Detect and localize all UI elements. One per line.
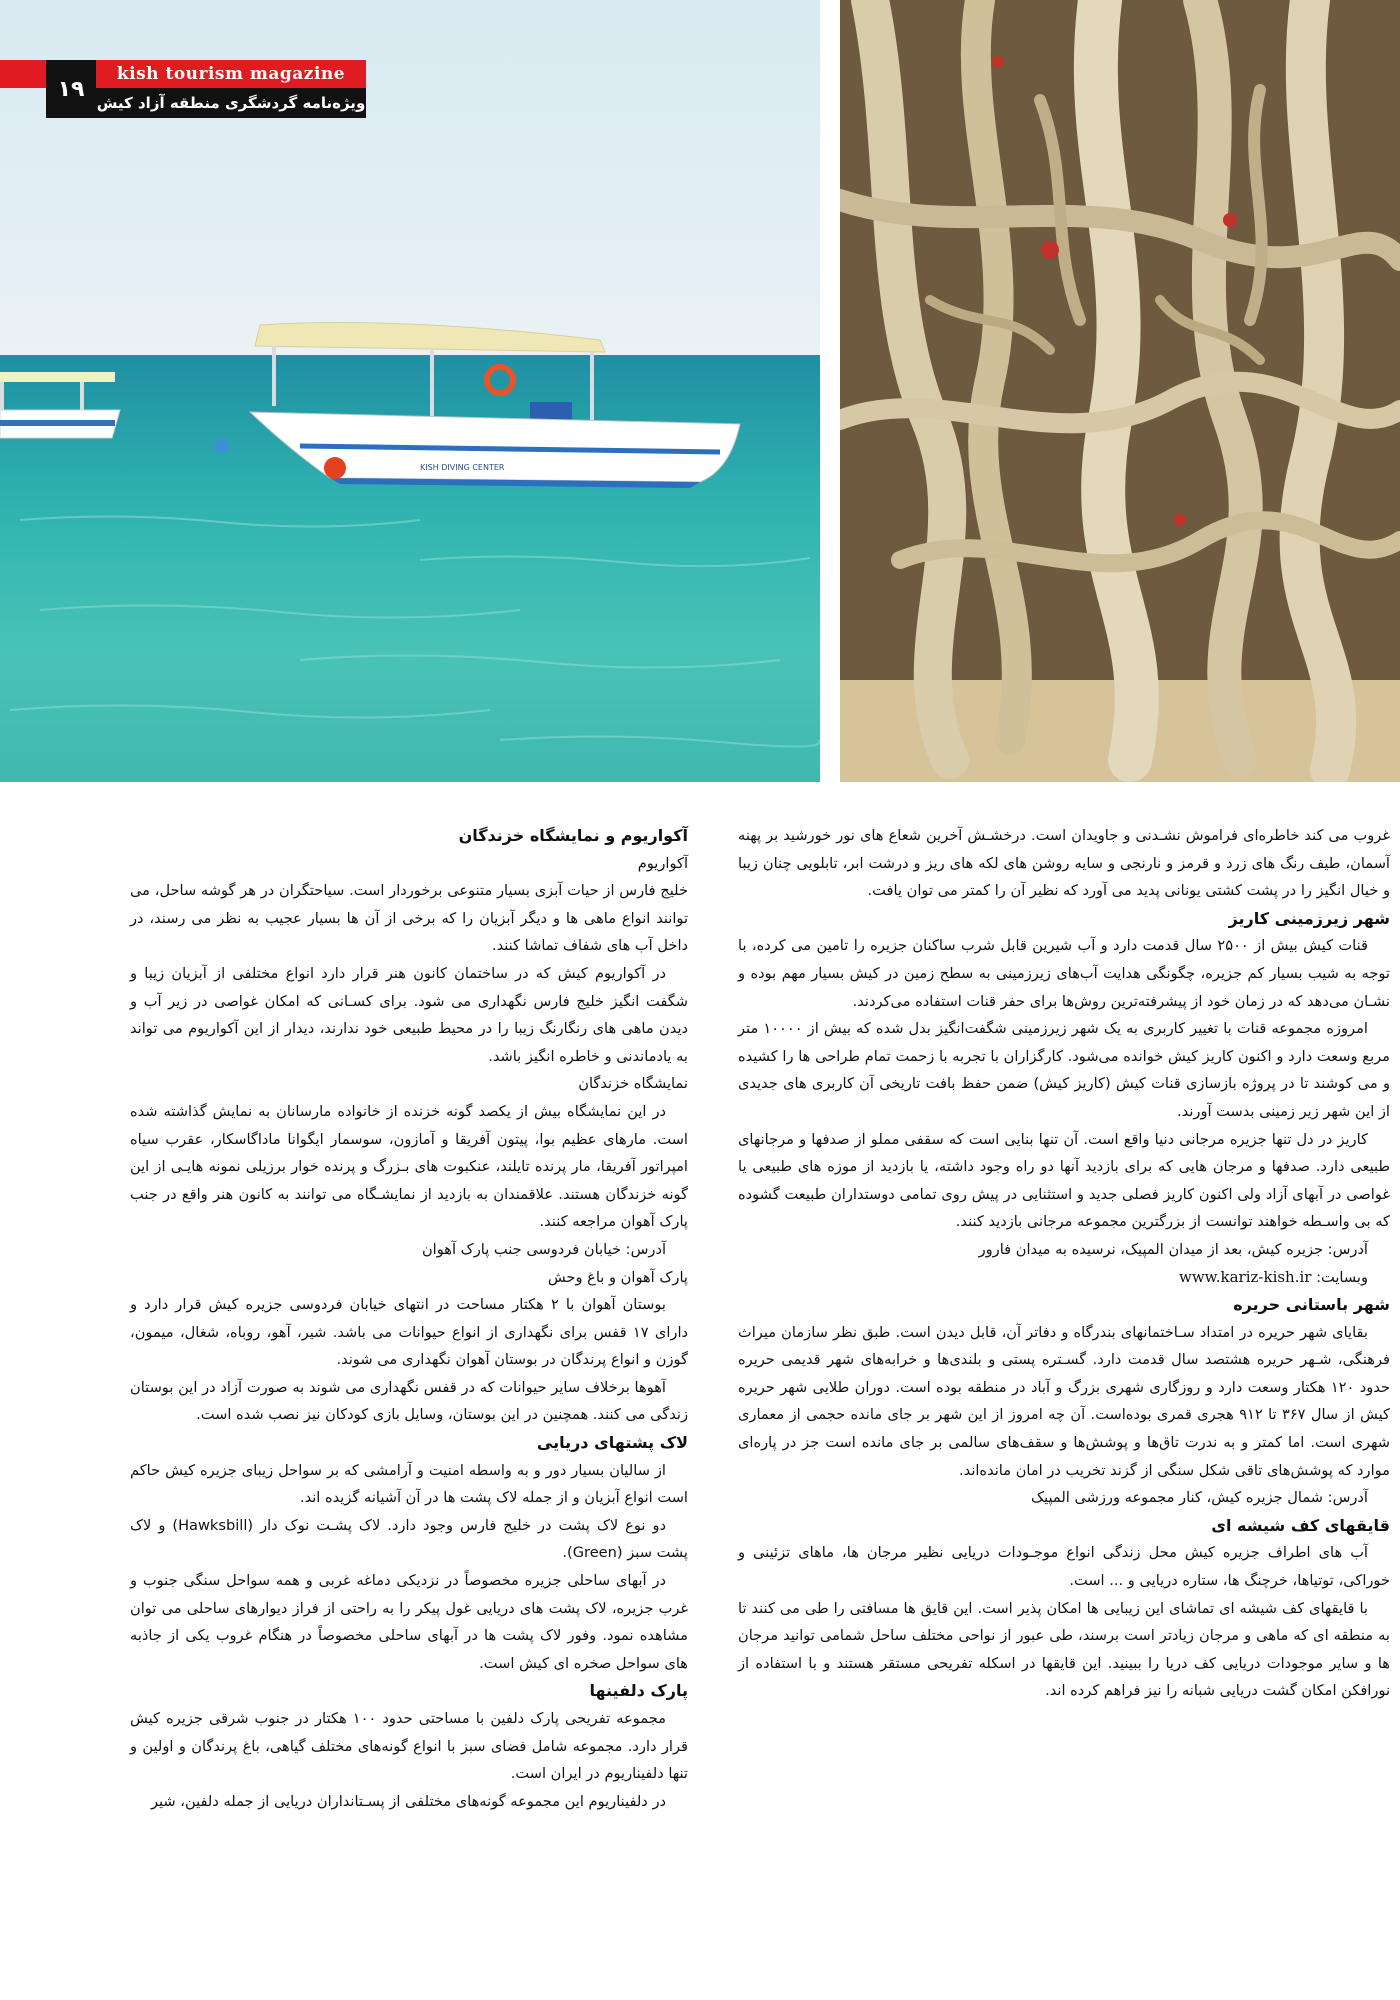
left-column-paragraph: در دلفیناریوم این مجموعه گونه‌های مختلفی از پسـتانداران دریایی از جمله دلفین، شیر bbox=[150, 1792, 666, 1810]
article-column-left bbox=[130, 822, 688, 1815]
boat-hull-text: KISH DIVING CENTER bbox=[420, 463, 505, 472]
magazine-english-title: kish tourism magazine bbox=[96, 60, 366, 88]
left-column-heading: آکواریوم و نمایشگاه خزندگان bbox=[458, 826, 688, 845]
left-column-paragraph: بوستان آهوان با ۲ هکتار مساحت در انتهای خیابان فردوسی جزیره کیش قرار دارد و دارای ۱۷ قفس برای نگهداری از انواع حیوانات می باشد. شیر، آهو، روباه، شغال، میمون، گوزن و انواع پرندگان در بوستان آهوان نگهداری می شوند. bbox=[130, 1296, 689, 1369]
page-number: ۱۹ bbox=[46, 60, 96, 118]
left-column-address: آدرس: خیابان فردوسی جنب پارک آهوان bbox=[421, 1240, 666, 1258]
left-column-paragraph: آهوها برخلاف سایر حیوانات که در قفس نگهداری می شوند به صورت آزاد در این بوستان زندگی می کنند. همچنین در این بوستان، وسایل بازی کودکان نیز نصب شده است. bbox=[130, 1378, 688, 1424]
left-column-subheading: پارک آهوان و باغ وحش bbox=[547, 1268, 688, 1286]
right-column-heading: قایقهای کف شیشه ای bbox=[1211, 1515, 1390, 1535]
right-column-paragraph: بقایای شهر حریره در امتداد سـاختمانهای بندرگاه و دفاتر آن، قابل دیدن است. طبق نظر سازمان میراث فرهنگی، شـهر حریره هشتصد سال قدمت دارد. گسـتره پستی و بلندی‌ها و خرابه‌های شهر قدیمی حریره حدود ۱۲۰ هکتار وسعت دارد و روزگاری شهری بزرگ و آباد در منطقه بوده است. دوران طلایی شهر حریره کیش از سال ۳۶۷ تا ۹۱۲ هجری قمری بوده‌است. آن چه امروز از این شهر بر جای مانده حجمی از معماری شهری است. اما کمتر و به ندرت تاق‌ها و پوشش‌ها و سقف‌های سالمی بر جای مانده است جز در پاره‌ای موارد که پوشش‌های تاقی شکل سنگی از گزند تخریب در امان مانده‌اند. bbox=[738, 1323, 1390, 1479]
right-column-paragraph: امروزه مجموعه قنات با تغییر کاربری به یک شهر زیرزمینی شگفت‌انگیز بدل شده که بیش از ۱۰۰۰۰ متر مربع وسعت دارد و اکنون کاریز کیش خوانده می‌شود. کارگزاران با تجربه با زحمت تمام طراحی ها را کشیده و می کوشند تا در پروژه بازسازی قنات کیش (کاریز کیش) ضمن حفظ بافت تاریخی آن کاربری های جدیدی از این شهر زیر زمینی بدست آورند. bbox=[738, 1020, 1390, 1120]
magazine-masthead bbox=[0, 60, 366, 118]
left-column-paragraph: در آکواریوم کیش که در ساختمان کانون هنر قرار دارد انواع مختلفی از آبزیان زیبا و شگفت انگیز خلیج فارس نگهداری می شود. برای کسـانی که امکان غواصی در زیر آب و دیدن ماهی های رنگارنگ زیبا را در محیط طبیعی خود ندارند، دیدار از این آکواریوم می تواند به یادماندنی و خاطره انگیز باشد. bbox=[130, 964, 688, 1065]
left-column-subheading: آکواریوم bbox=[637, 854, 688, 872]
website-label: وبسایت: bbox=[1316, 1268, 1368, 1286]
right-column-website-line bbox=[738, 1264, 1390, 1292]
left-column-paragraph: مجموعه تفریحی پارک دلفین با مساحتی حدود ۱۰۰ هکتار در جنوب شرقی جزیره کیش قرار دارد. مجموعه شامل فضای سبز با انواع گونه‌های مختلف گیاهی، باغ پرندگان و اولین و تنها دلفیناریوم در ایران است. bbox=[130, 1710, 688, 1783]
article-column-right bbox=[738, 822, 1390, 1705]
right-column-heading: شهر باستانی حریره bbox=[1233, 1295, 1390, 1315]
right-column-paragraph: قنات کیش بیش از ۲۵۰۰ سال قدمت دارد و آب شیرین قابل شرب ساکنان جزیره را تامین می کرده، با توجه به شیب بسیار کم جزیره، چگونگی هدایت آب‌های زیرزمینی به سطح زمین در کیش بسیار مهم بوده و نشـان می‌دهد که در زمان خود از پیشرفته‌ترین روش‌ها برای حفر قنات استفاده می‌کردند. bbox=[738, 937, 1390, 1010]
right-column-paragraph: کاریز در دل تنها جزیره مرجانی دنیا واقع است. آن تنها بنایی است که سقفی مملو از صدفها و مرجانهای طبیعی دارد. صدفها و مرجان هایی که برای بازدید آنها دو راه وجود داشته، یا بازدید از موزه های طبیعی یا غواصی در آبهای آزاد ولی اکنون کاریز فصلی جدید و استثنایی در پیش روی تمامی دوستداران طبیعت گشوده که بی واسـطه خواهند توانست از بزرگترین مجموعه مرجانی بازدید کنند. bbox=[738, 1130, 1390, 1231]
left-column-paragraph: در این نمایشگاه بیش از یکصد گونه خزنده از خانواده مارسانان به نمایش گذاشته شده است. مارهای عظیم بوا، پیتون آفریقا و آمازون، سوسمار ایگوانا ماداگاسکار، عقرب سیاه امپراتور آفریقا، مار پرنده تایلند، عنکبوت های بـزرگ و پرنده خوار برزیلی نمونه هایـی از این گونه خزندگان هستند. علاقمندان به بازدید از نمایشـگاه می توانند به کانون هنر واقع در جنب پارک آهوان مراجعه کنند. bbox=[130, 1102, 688, 1231]
right-column-paragraph: با قایقهای کف شیشه ای تماشای این زیبایی ها امکان پذیر است. این قایق ها مسافتی را طی می کنند تا به منطقه ای که ماهی و مرجان زیادتر است برسند، طی عبور از نواحی مختلف ساحل شمامی توانید مرجان ها و سایر موجودات دریایی کف دریا را ببینید. این قایقها در اسکله تفریحی مستقر هستند و با استفاده از نورافکن امکان گشت دریایی شبانه را نیز فراهم کرده اند. bbox=[738, 1599, 1390, 1700]
banyan-tree-photo bbox=[840, 0, 1400, 782]
left-column-subheading: نمایشگاه خزندگان bbox=[578, 1075, 688, 1093]
right-column-heading: شهر زیرزمینی کاریز bbox=[1228, 908, 1390, 928]
left-column-paragraph: خلیج فارس از حیات آبزی بسیار متنوعی برخوردار است. سیاحتگران در هر گوشه ساحل، می توانند انواع ماهی ها و دیگر آبزیان را که برخی از آن ها بسیار عجیب به نظر می رسند، در داخل آب های شفاف تماشا کنند. bbox=[130, 882, 688, 955]
left-column-heading: پارک دلفینها bbox=[589, 1681, 688, 1701]
left-column-heading: لاک پشتهای دریایی bbox=[536, 1433, 688, 1453]
right-column-address: آدرس: جزیره کیش، بعد از میدان المپیک، نرسیده به میدان فارور bbox=[978, 1240, 1368, 1258]
right-column-paragraph: غروب می کند خاطره‌ای فراموش نشـدنی و جاویدان است. درخشـش آخرین شعاع های نور خورشید بر پهنه آسمان، طیف رنگ های زرد و قرمز و نارنجی و سایه روشن های لکه های ریز و درشت ابر، تابلویی چنان زیبا و خیال انگیز را در پشت کشتی یونانی پدید می آورد که نظیر آن را کمتر می توان یافت. bbox=[738, 827, 1390, 900]
left-column-paragraph: در آبهای ساحلی جزیره مخصوصاً در نزدیکی دماغه غربی و همه سواحل سنگی جنوب و غرب جزیره، لاک پشت های دریایی غول پیکر را به راحتی از فراز دیوارهای ساحلی می توان مشاهده نمود. وفور لاک پشت ها در آبهای ساحلی مخصوصاً در هنگام غروب یکی از جاذبه های سواحل صخره ای کیش است. bbox=[130, 1572, 688, 1672]
left-column-paragraph: از سالیان بسیار دور و به واسطه امنیت و آرامشی که بر سواحل زیبای جزیره کیش حاکم است انواع آبزیان و از جمله لاک پشت ها در آن آشیانه گزیده اند. bbox=[130, 1461, 688, 1507]
right-column-address: آدرس: شمال جزیره کیش، کنار مجموعه ورزشی المپیک bbox=[1031, 1489, 1368, 1507]
magazine-persian-title: ویژه‌نامه گردشگری منطقه آزاد کیش bbox=[96, 88, 366, 118]
masthead-red-bar bbox=[0, 60, 46, 88]
website-url: www.kariz-kish.ir bbox=[1179, 1267, 1312, 1286]
left-column-paragraph: دو نوع لاک پشت در خلیج فارس وجود دارد. لاک پشـت نوک دار (Hawksbill) و لاک پشت سبز (Green). bbox=[130, 1516, 688, 1562]
right-column-paragraph: آب های اطراف جزیره کیش محل زندگی انواع موجـودات دریایی نظیر مرجان ها، ماهای تزئینی و خوراکی، توتیاها، خرچنگ ها، ستاره دریایی و ... است. bbox=[738, 1544, 1390, 1590]
